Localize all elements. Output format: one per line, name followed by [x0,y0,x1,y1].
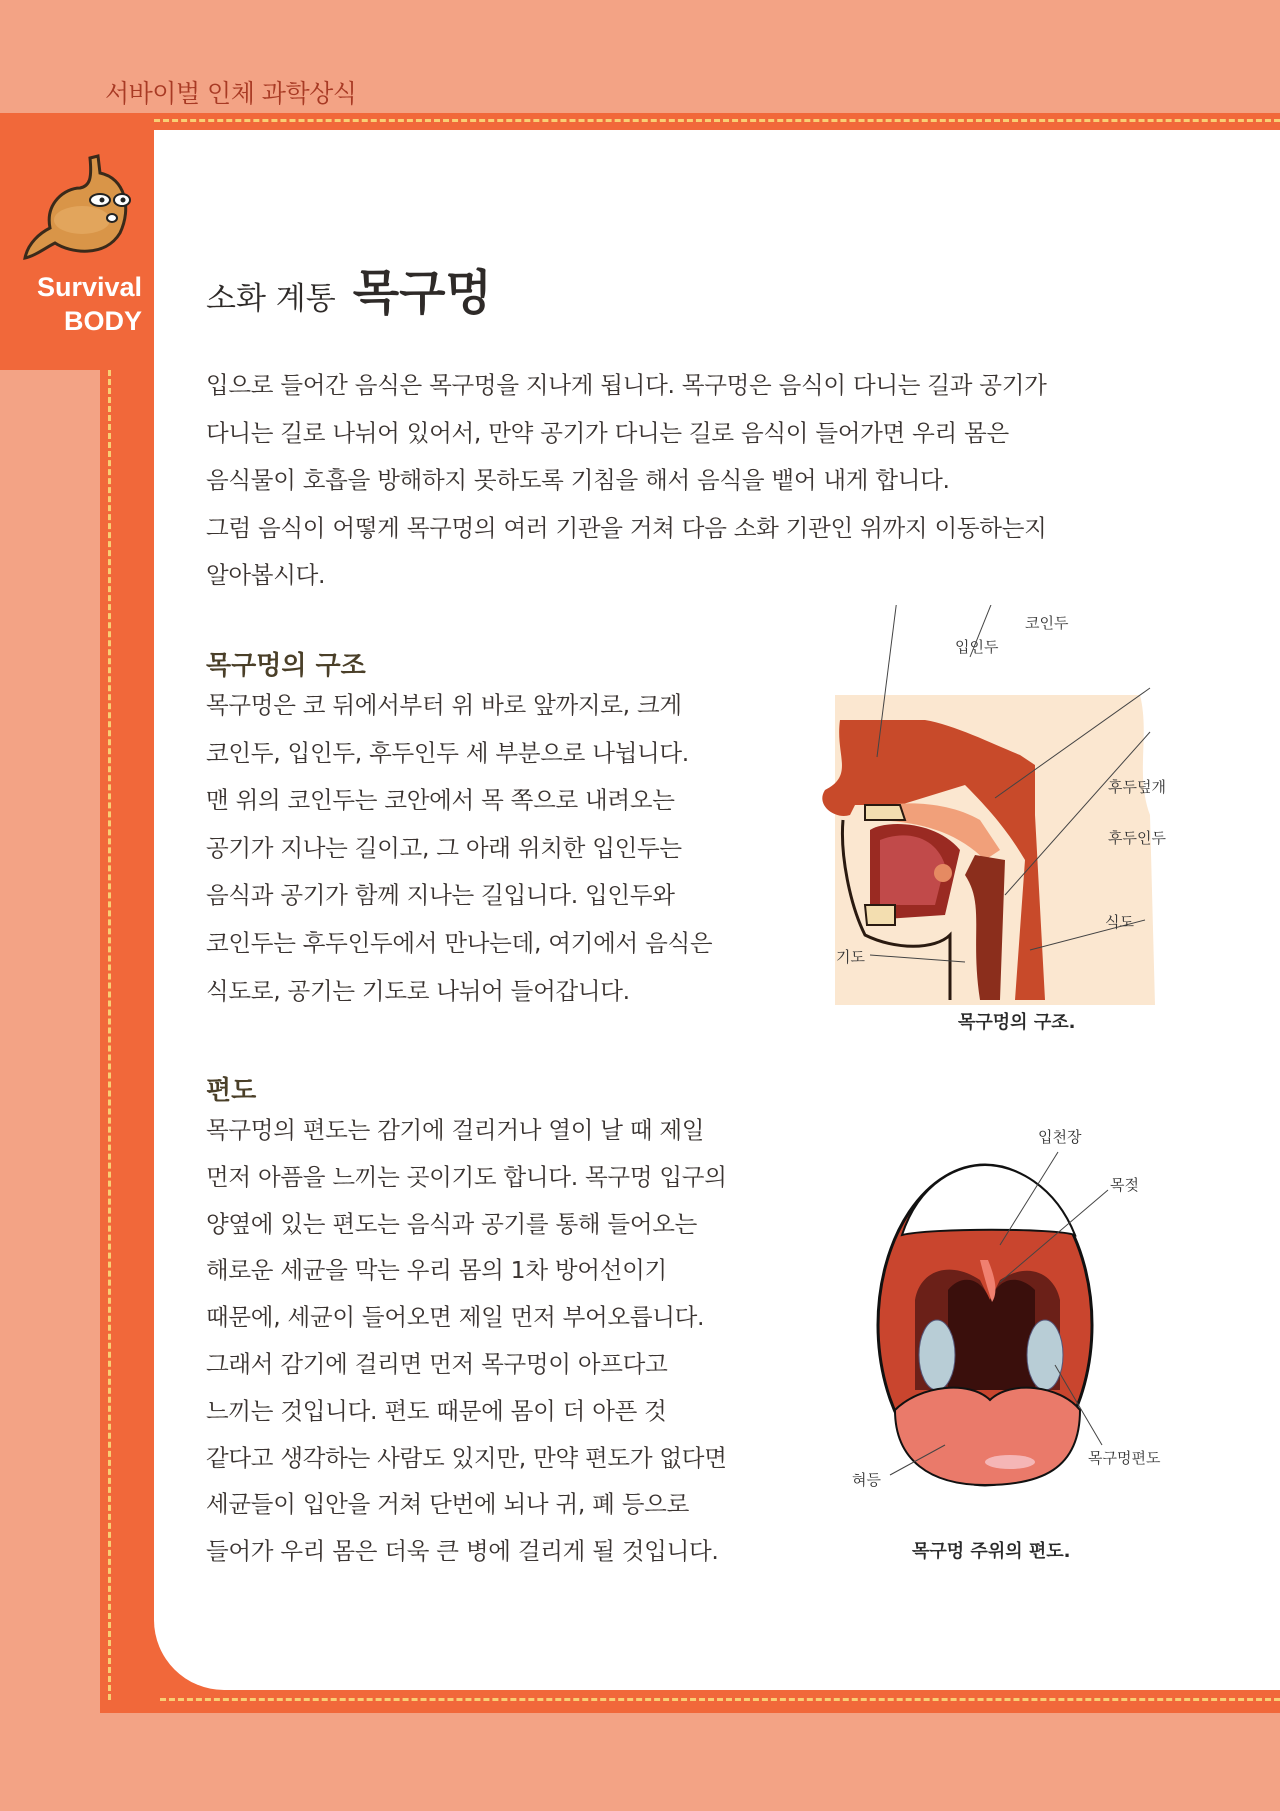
text-line: 그럼 음식이 어떻게 목구멍의 여러 기관을 거쳐 다음 소화 기관인 위까지 이동하는지 [206,513,1047,542]
badge-line: BODY [63,306,142,336]
intro-paragraph [206,362,1047,600]
text-line: 세균들이 입안을 거쳐 단번에 뇌나 귀, 폐 등으로 [206,1490,689,1519]
text-line: 맨 위의 코인두는 코안에서 목 쪽으로 내려오는 [206,786,675,815]
text-line: 공기가 지나는 길이고, 그 아래 위치한 입인두는 [206,833,682,862]
dashed-divider [160,1698,1280,1701]
diagram-label: 입천장 [1038,1128,1082,1146]
diagram-label: 코인두 [1025,614,1069,632]
text-line: 들어가 우리 몸은 더욱 큰 병에 걸리게 될 것입니다. [206,1537,719,1566]
text-line: 해로운 세균을 막는 우리 몸의 1차 방어선이기 [206,1256,667,1285]
survival-body-badge [0,270,142,338]
diagram-label: 입인두 [955,638,999,656]
figure-caption: 목구멍의 구조. [958,1012,1076,1033]
throat-structure-diagram [795,605,1195,1005]
text-line: 양옆에 있는 편도는 음식과 공기를 통해 들어오는 [206,1209,698,1238]
section-paragraph [206,1107,727,1575]
text-line: 먼저 아픔을 느끼는 곳이기도 합니다. 목구멍 입구의 [206,1162,727,1191]
running-head: 서바이벌 인체 과학상식 [105,79,357,108]
section-heading: 편도 [206,1076,257,1106]
figure-caption: 목구멍 주위의 편도. [912,1541,1071,1562]
text-line: 때문에, 세균이 들어오면 제일 먼저 부어오릅니다. [206,1303,705,1332]
text-line: 음식물이 호흡을 방해하지 못하도록 기침을 해서 음식을 뱉어 내게 합니다. [206,466,950,495]
diagram-label: 후두인두 [1108,829,1166,847]
page-title [206,254,492,323]
badge-line: Survival [36,272,142,302]
text-line: 목구멍은 코 뒤에서부터 위 바로 앞까지로, 크게 [206,691,682,719]
text-line: 코인두는 후두인두에서 만나는데, 여기에서 음식은 [206,928,713,957]
title-category: 소화 계통 [206,281,336,317]
diagram-label: 목구멍편도 [1088,1449,1161,1467]
diagram-label: 후두덮개 [1108,778,1166,796]
diagram-label: 기도 [836,948,865,966]
text-line: 음식과 공기가 함께 지나는 길입니다. 입인두와 [206,881,675,910]
dashed-divider [154,119,1280,122]
text-line: 코인두, 입인두, 후두인두 세 부분으로 나뉩니다. [206,738,689,767]
section-heading: 목구멍의 구조 [206,651,366,681]
text-line: 알아봅시다. [206,561,326,590]
text-line: 그래서 감기에 걸리면 먼저 목구멍이 아프다고 [206,1349,668,1378]
stomach-mascot-icon [20,148,145,268]
text-line: 같다고 생각하는 사람도 있지만, 만약 편도가 없다면 [206,1443,727,1472]
title-topic: 목구멍 [352,265,492,321]
diagram-label: 혀등 [852,1471,881,1489]
text-line: 목구멍의 편도는 감기에 걸리거나 열이 날 때 제일 [206,1116,705,1144]
text-line: 식도로, 공기는 기도로 나뉘어 들어갑니다. [206,976,630,1005]
diagram-label: 목젖 [1110,1176,1139,1194]
tonsils-diagram [840,1110,1180,1520]
section-paragraph [206,682,712,1015]
diagram-label: 식도 [1105,913,1134,931]
text-line: 입으로 들어간 음식은 목구멍을 지나게 됩니다. 목구멍은 음식이 다니는 길과 공기가 [206,371,1047,399]
dashed-divider [108,370,111,1700]
text-line: 다니는 길로 나뉘어 있어서, 만약 공기가 다니는 길로 음식이 들어가면 우리 몸은 [206,418,1009,447]
text-line: 느끼는 것입니다. 편도 때문에 몸이 더 아픈 것 [206,1396,667,1425]
